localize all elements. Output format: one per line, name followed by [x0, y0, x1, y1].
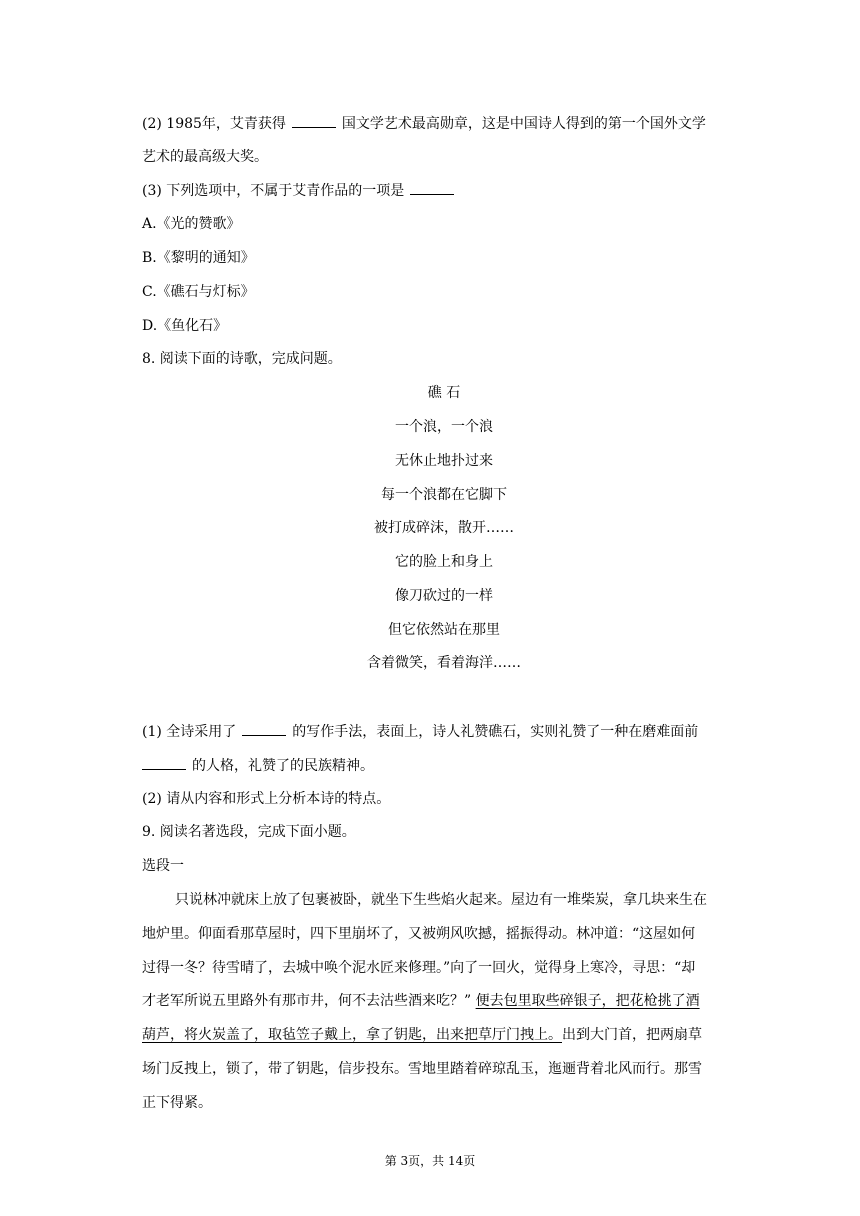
- answer-blank: [410, 179, 454, 195]
- q7-sub3-text: (3) 下列选项中，不属于艾青作品的一项是: [142, 183, 405, 199]
- poem-line: 含着微笑，看着海洋……: [367, 655, 521, 671]
- q8-sub2: (2) 请从内容和形式上分析本诗的特点。: [142, 791, 391, 807]
- poem-line: 被打成碎沫，散开……: [374, 520, 514, 536]
- passage-line: [142, 1024, 702, 1044]
- passage-line: 过得一冬？待雪晴了，去城中唤个泥水匠来修理。”向了一回火，觉得身上寒冷，寻思：“却: [142, 960, 696, 976]
- underlined-passage: 葫芦，将火炭盖了，取毡笠子戴上，拿了钥匙，出来把草厅门拽上。: [142, 1027, 562, 1043]
- q7-sub2-text-a: (2) 1985年，艾青获得: [142, 116, 286, 132]
- poem-line: 它的脸上和身上: [395, 554, 493, 570]
- passage-text: 才老军所说五里路外有那市井，何不去沽些酒来吃？”: [142, 993, 472, 1009]
- q7-option-d: D.《鱼化石》: [142, 318, 228, 334]
- passage-line: [142, 990, 700, 1010]
- q7-sub2-line1: [142, 112, 706, 133]
- q7-sub2-text-b: 国文学艺术最高勋章，这是中国诗人得到的第一个国外文学: [341, 116, 706, 132]
- q8-sub1-text-c: 的人格，礼赞了的民族精神。: [192, 758, 374, 774]
- answer-blank: [292, 112, 336, 128]
- q7-sub3: [142, 179, 460, 200]
- answer-blank: [142, 754, 186, 770]
- q7-option-a: A.《光的赞歌》: [142, 216, 241, 232]
- poem-line: 一个浪，一个浪: [395, 419, 493, 435]
- poem-line: 像刀砍过的一样: [395, 588, 493, 604]
- q8-prompt: 8. 阅读下面的诗歌，完成问题。: [142, 351, 342, 367]
- poem-line: 但它依然站在那里: [388, 622, 500, 638]
- poem-title: 礁 石: [427, 385, 461, 401]
- q9-section-label: 选段一: [142, 858, 184, 874]
- answer-blank: [242, 720, 286, 736]
- q8-sub1-line1: [142, 720, 698, 741]
- q7-option-c: C.《礁石与灯标》: [142, 284, 255, 300]
- passage-line: 地炉里。仰面看那草屋时，四下里崩坏了，又被朔风吹撼，摇振得动。林冲道：“这屋如何: [142, 926, 696, 942]
- passage-text: 出到大门首，把两扇草: [562, 1027, 702, 1043]
- q8-sub1-line2: [142, 754, 374, 775]
- passage-line: 只说林冲就床上放了包裹被卧，就坐下生些焰火起来。屋边有一堆柴炭，拿几块来生在: [175, 892, 707, 908]
- q9-prompt: 9. 阅读名著选段，完成下面小题。: [142, 824, 356, 840]
- q8-sub1-text-b: 的写作手法，表面上，诗人礼赞礁石，实则礼赞了一种在磨难面前: [292, 724, 699, 740]
- q7-option-b: B.《黎明的通知》: [142, 250, 255, 266]
- q8-sub1-text-a: (1) 全诗采用了: [142, 724, 237, 740]
- q7-sub2-line2: 艺术的最高级大奖。: [142, 149, 268, 165]
- passage-line: 场门反拽上，锁了，带了钥匙，信步投东。雪地里踏着碎琼乱玉，迤逦背着北风而行。那雪: [142, 1061, 702, 1077]
- passage-line: 正下得紧。: [142, 1095, 212, 1111]
- underlined-passage: 便去包里取些碎银子，把花枪挑了酒: [475, 993, 700, 1009]
- poem-line: 无休止地扑过来: [395, 453, 493, 469]
- poem-line: 每一个浪都在它脚下: [381, 487, 507, 503]
- page-footer: 第 3页，共 14页: [384, 1154, 476, 1168]
